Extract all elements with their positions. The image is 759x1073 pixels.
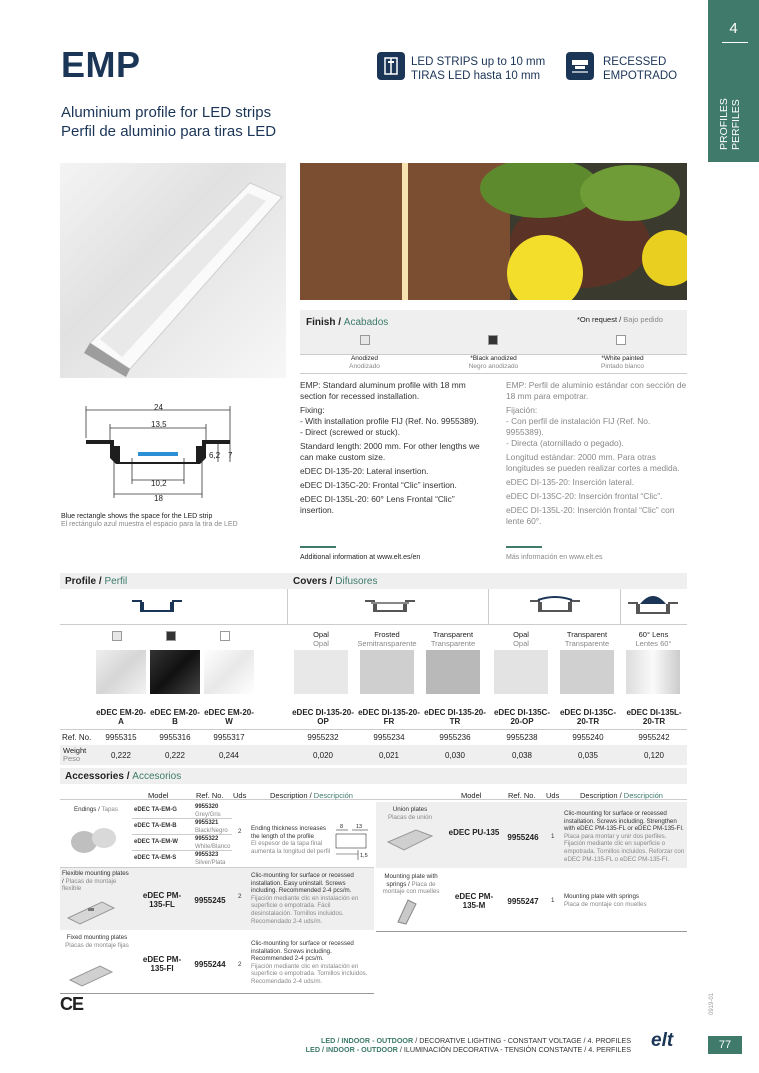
cover-model-3: eDEC DI-135-20-TR bbox=[424, 708, 486, 726]
more-info-es-link[interactable]: Más información en www.elt.es bbox=[506, 554, 603, 561]
page-number: 77 bbox=[708, 1036, 742, 1054]
ending-uds: 2 bbox=[238, 828, 242, 835]
section-label-en: PROFILES bbox=[718, 98, 730, 150]
cover-name-4: Opal Opal bbox=[513, 630, 529, 648]
ending-ref-2: 9955321 Black/Negro bbox=[195, 820, 228, 834]
page-subtitle bbox=[61, 103, 276, 141]
ending-model-2: eDEC TA-EM-B bbox=[134, 823, 177, 829]
ending-ref-1: 9955320 Grey/Gris bbox=[195, 804, 221, 818]
cover-weight-3: 0,030 bbox=[444, 751, 466, 760]
profile-ref-3: 9955317 bbox=[213, 733, 245, 742]
cover-lens-icon bbox=[628, 590, 678, 623]
cover-ref-4: 9955238 bbox=[506, 733, 538, 742]
flexible-ref: 9955245 bbox=[194, 896, 226, 905]
page-title: EMP bbox=[61, 44, 141, 85]
flexible-label: Flexible mounting plates / Placas de montaje flexible bbox=[62, 870, 129, 893]
cover-thumb-6 bbox=[626, 650, 680, 694]
ending-ref-3: 9955322 White/Blanco bbox=[195, 836, 231, 850]
cover-name-6: 60° Lens Lentes 60° bbox=[635, 630, 672, 648]
accessories-title: Accessories / Accesorios bbox=[65, 771, 182, 782]
acc-header-desc-2: Description / Descripción bbox=[580, 791, 663, 800]
fixed-label: Fixed mounting plates Placas de montaje fijas bbox=[65, 934, 129, 949]
ending-model-1: eDEC TA-EM-G bbox=[134, 807, 177, 813]
cover-model-6: eDEC DI-135L-20-TR bbox=[626, 708, 682, 726]
feature-led-strips-es: TIRAS LED hasta 10 mm bbox=[411, 70, 541, 82]
ending-model-3: eDEC TA-EM-W bbox=[134, 839, 178, 845]
profile-model-2: eDEC EM-20-B bbox=[150, 708, 200, 726]
acc-header-uds: Uds bbox=[233, 791, 247, 800]
cover-name-3: Transparent Transparente bbox=[430, 630, 476, 648]
dim-6-2: 6,2 bbox=[209, 451, 221, 460]
description-es: EMP: Perfil de aluminio estándar con sección de 18 mm para empotrar. Fijación: - Con perfil de instalación FIJ (Ref. No. 9955389). - Directa (atornillado o pegado). Longitud estándar: 2000 mm. Para otras longitudes se pueden realizar cortes a medida. eDEC DI-135-20: Inserción lateral. eDEC DI-135C-20: Inserción frontal “Clic”. eDEC DI-135L-20: Inserción frontal “Clic” con lente 60°. bbox=[506, 380, 687, 526]
profile-thumb-black bbox=[150, 650, 200, 694]
ending-dim-8: 8 bbox=[340, 824, 344, 830]
cover-ref-3: 9955236 bbox=[439, 733, 471, 742]
feature-recessed-es: EMPOTRADO bbox=[603, 70, 678, 82]
on-request-note: *On request / Bajo pedido bbox=[577, 315, 663, 324]
springs-description: Mounting plate with springs Placa de montaje con muelles bbox=[564, 893, 647, 908]
cover-weight-6: 0,120 bbox=[643, 751, 665, 760]
description-en: EMP: Standard aluminum profile with 18 mm section for recessed installation. Fixing: - With installation profile FIJ (Ref. No. 9955389). - Direct (screwed or stuck). Standard length: 2000 mm. For other lengths we can make custom size. eDEC DI-135-20: Lateral insertion. eDEC DI-135C-20: Frontal “Clic” insertion. eDEC DI-135L-20: 60° Lens Frontal “Clic” insertion. bbox=[300, 380, 480, 515]
feature-recessed-en: RECESSED bbox=[603, 56, 667, 68]
profile-ref-1: 9955315 bbox=[105, 733, 137, 742]
ending-dim-13: 13 bbox=[356, 824, 363, 830]
union-uds: 1 bbox=[551, 833, 555, 840]
profile-section-icon bbox=[132, 596, 182, 621]
tab-divider bbox=[722, 42, 748, 43]
feature-recessed bbox=[603, 55, 677, 83]
profile-weight-1: 0,222 bbox=[110, 751, 132, 760]
swatch-white bbox=[616, 335, 626, 345]
union-ref: 9955246 bbox=[507, 833, 539, 842]
profile-swatch-black bbox=[166, 631, 176, 641]
cover-lateral-icon bbox=[365, 596, 415, 621]
cover-ref-5: 9955240 bbox=[572, 733, 604, 742]
acc-header-uds-2: Uds bbox=[546, 791, 560, 800]
flexible-description: Clic-mounting for surface or recessed installation. Easy uninstall. Screws including. Recommended 2-4 pcs/m. Fijación mediante clic en instalación en superficie o empotrada. Fácil desinstalación. Tornillos incluidos. Recomendado 2-4 uds/m. bbox=[251, 872, 359, 925]
cover-thumb-4 bbox=[494, 650, 548, 694]
profile-model-1: eDEC EM-20-A bbox=[96, 708, 146, 726]
cover-thumb-1 bbox=[294, 650, 348, 694]
profile-thumb-white bbox=[204, 650, 254, 694]
cover-name-1: Opal Opal bbox=[313, 630, 329, 648]
profile-weight-2: 0,222 bbox=[164, 751, 186, 760]
cover-model-5: eDEC DI-135C-20-TR bbox=[559, 708, 616, 726]
cover-weight-2: 0,021 bbox=[378, 751, 400, 760]
ending-dim-1-5: 1,5 bbox=[360, 853, 368, 859]
profile-swatch-anodized bbox=[112, 631, 122, 641]
feature-led-strips bbox=[411, 55, 545, 83]
cover-weight-5: 0,035 bbox=[577, 751, 599, 760]
acc-header-ref-2: Ref. No. bbox=[508, 791, 536, 800]
cover-thumb-3 bbox=[426, 650, 480, 694]
fixed-uds: 2 bbox=[238, 961, 242, 968]
cover-thumb-2 bbox=[360, 650, 414, 694]
profile-thumb-anodized bbox=[96, 650, 146, 694]
finish-anodized: Anodized Anodizado bbox=[349, 355, 380, 370]
cover-name-2: Frosted Semitransparente bbox=[357, 630, 417, 648]
acc-header-model-2: Model bbox=[461, 791, 482, 800]
cover-clic-icon bbox=[530, 594, 580, 621]
fixed-plate-image bbox=[68, 960, 114, 990]
fixed-description: Clic-mounting for surface or recessed installation. Screws including. Recommended 2-4 pcs/m. Fijación mediante clic en instalación en superficie o empotrada. Tornillos incluidos. Recomendado 2-4 uds/m. bbox=[251, 940, 368, 985]
elt-logo: elt bbox=[651, 1030, 674, 1051]
endings-image bbox=[68, 822, 120, 856]
springs-ref: 9955247 bbox=[507, 897, 539, 906]
union-description: Clic-mounting for surface or recessed installation. Screws including. Strengthen with eDEC PM-135-FL or eDEC PM-135-FI. Placa para montar y unir dos perfiles. Fijación mediante clic en superficie o empotrada. Tornillos incluidos. Reforzar con eDEC PM-135-FL o eDEC PM-135-FI. bbox=[564, 810, 685, 863]
cover-weight-1: 0,020 bbox=[312, 751, 334, 760]
footer-breadcrumb: LED / INDOOR - OUTDOOR / DECORATIVE LIGHTING - CONSTANT VOLTAGE / 4. PROFILES LED / INDOOR - OUTDOOR / ILUMINACIÓN DECORATIVA - TENSIÓN CONSTANTE / 4. PERFILES bbox=[305, 1036, 631, 1054]
springs-label: Mounting plate with springs / Placa de montaje con muelles bbox=[382, 873, 440, 896]
section-number: 4 bbox=[729, 20, 738, 37]
profile-title: Profile / Perfil bbox=[65, 576, 128, 587]
flexible-uds: 2 bbox=[238, 893, 242, 900]
endings-label: Endings / Tapas bbox=[74, 806, 118, 813]
cover-thumb-5 bbox=[560, 650, 614, 694]
feature-led-strips-en: LED STRIPS up to 10 mm bbox=[411, 56, 546, 68]
union-plate-image bbox=[386, 826, 434, 856]
cover-ref-6: 9955242 bbox=[638, 733, 670, 742]
dim-13-5: 13,5 bbox=[151, 420, 167, 429]
ref-label: Ref. No. bbox=[62, 733, 92, 742]
dim-7: 7 bbox=[228, 451, 233, 460]
profile-swatch-white bbox=[220, 631, 230, 641]
ending-description: Ending thickness increases the length of the profile El espesor de la tapa final aumenta la longitud del perfil bbox=[251, 825, 331, 855]
led-strip-icon bbox=[377, 52, 405, 80]
swatch-black bbox=[488, 335, 498, 345]
fixed-model: eDEC PM-135-FI bbox=[142, 955, 182, 973]
ce-mark: CE bbox=[60, 994, 84, 1014]
dim-24: 24 bbox=[154, 403, 163, 412]
finish-black: *Black anodized Negro anodizado bbox=[468, 355, 519, 370]
finish-white: *White painted Pintado blanco bbox=[600, 355, 644, 370]
cover-ref-1: 9955232 bbox=[307, 733, 339, 742]
subtitle-en: Aluminium profile for LED strips bbox=[61, 104, 272, 121]
acc-header-ref: Ref. No. bbox=[196, 791, 224, 800]
cover-ref-2: 9955234 bbox=[373, 733, 405, 742]
dim-18: 18 bbox=[154, 494, 163, 503]
ending-dim-drawing bbox=[334, 824, 374, 864]
springs-plate-image bbox=[394, 896, 420, 926]
springs-model: eDEC PM-135-M bbox=[454, 892, 494, 910]
union-label: Union plates Placas de unión bbox=[387, 806, 433, 821]
profile-photo bbox=[60, 163, 286, 378]
subtitle-es: Perfil de aluminio para tiras LED bbox=[61, 123, 277, 140]
profile-weight-3: 0,244 bbox=[218, 751, 240, 760]
cover-model-4: eDEC DI-135C-20-OP bbox=[493, 708, 550, 726]
weight-label: Weight Peso bbox=[63, 746, 87, 763]
cover-weight-4: 0,038 bbox=[511, 751, 533, 760]
ending-ref-4: 9955323 Silver/Plata bbox=[195, 852, 226, 866]
finish-title: Finish / Acabados bbox=[306, 317, 389, 328]
flexible-model: eDEC PM-135-FL bbox=[142, 891, 182, 909]
ending-model-4: eDEC TA-EM-S bbox=[134, 855, 177, 861]
drawing-caption: Blue rectangle shows the space for the LED strip El rectángulo azul muestra el espacio para la tira de LED bbox=[61, 513, 238, 529]
recessed-icon bbox=[566, 52, 594, 80]
cover-model-1: eDEC DI-135-20-OP bbox=[292, 708, 354, 726]
cover-model-2: eDEC DI-135-20-FR bbox=[358, 708, 420, 726]
covers-title: Covers / Difusores bbox=[293, 576, 378, 587]
fixed-ref: 9955244 bbox=[194, 960, 226, 969]
flexible-plate-image bbox=[66, 896, 116, 926]
swatch-anodized bbox=[360, 335, 370, 345]
document-code: 0919-01 bbox=[709, 992, 715, 1015]
section-label bbox=[718, 50, 742, 150]
dim-10-2: 10,2 bbox=[151, 479, 167, 488]
acc-header-desc: Description / Descripción bbox=[270, 791, 353, 800]
ambient-photo bbox=[300, 163, 687, 300]
profile-ref-2: 9955316 bbox=[159, 733, 191, 742]
acc-header-model: Model bbox=[148, 791, 169, 800]
union-model: eDEC PU-135 bbox=[448, 828, 500, 837]
cover-name-5: Transparent Transparente bbox=[564, 630, 610, 648]
more-info-en-link[interactable]: Additional information at www.elt.es/en bbox=[300, 554, 421, 561]
springs-uds: 1 bbox=[551, 897, 555, 904]
profile-model-3: eDEC EM-20-W bbox=[204, 708, 254, 726]
section-label-es: PERFILES bbox=[730, 99, 742, 150]
